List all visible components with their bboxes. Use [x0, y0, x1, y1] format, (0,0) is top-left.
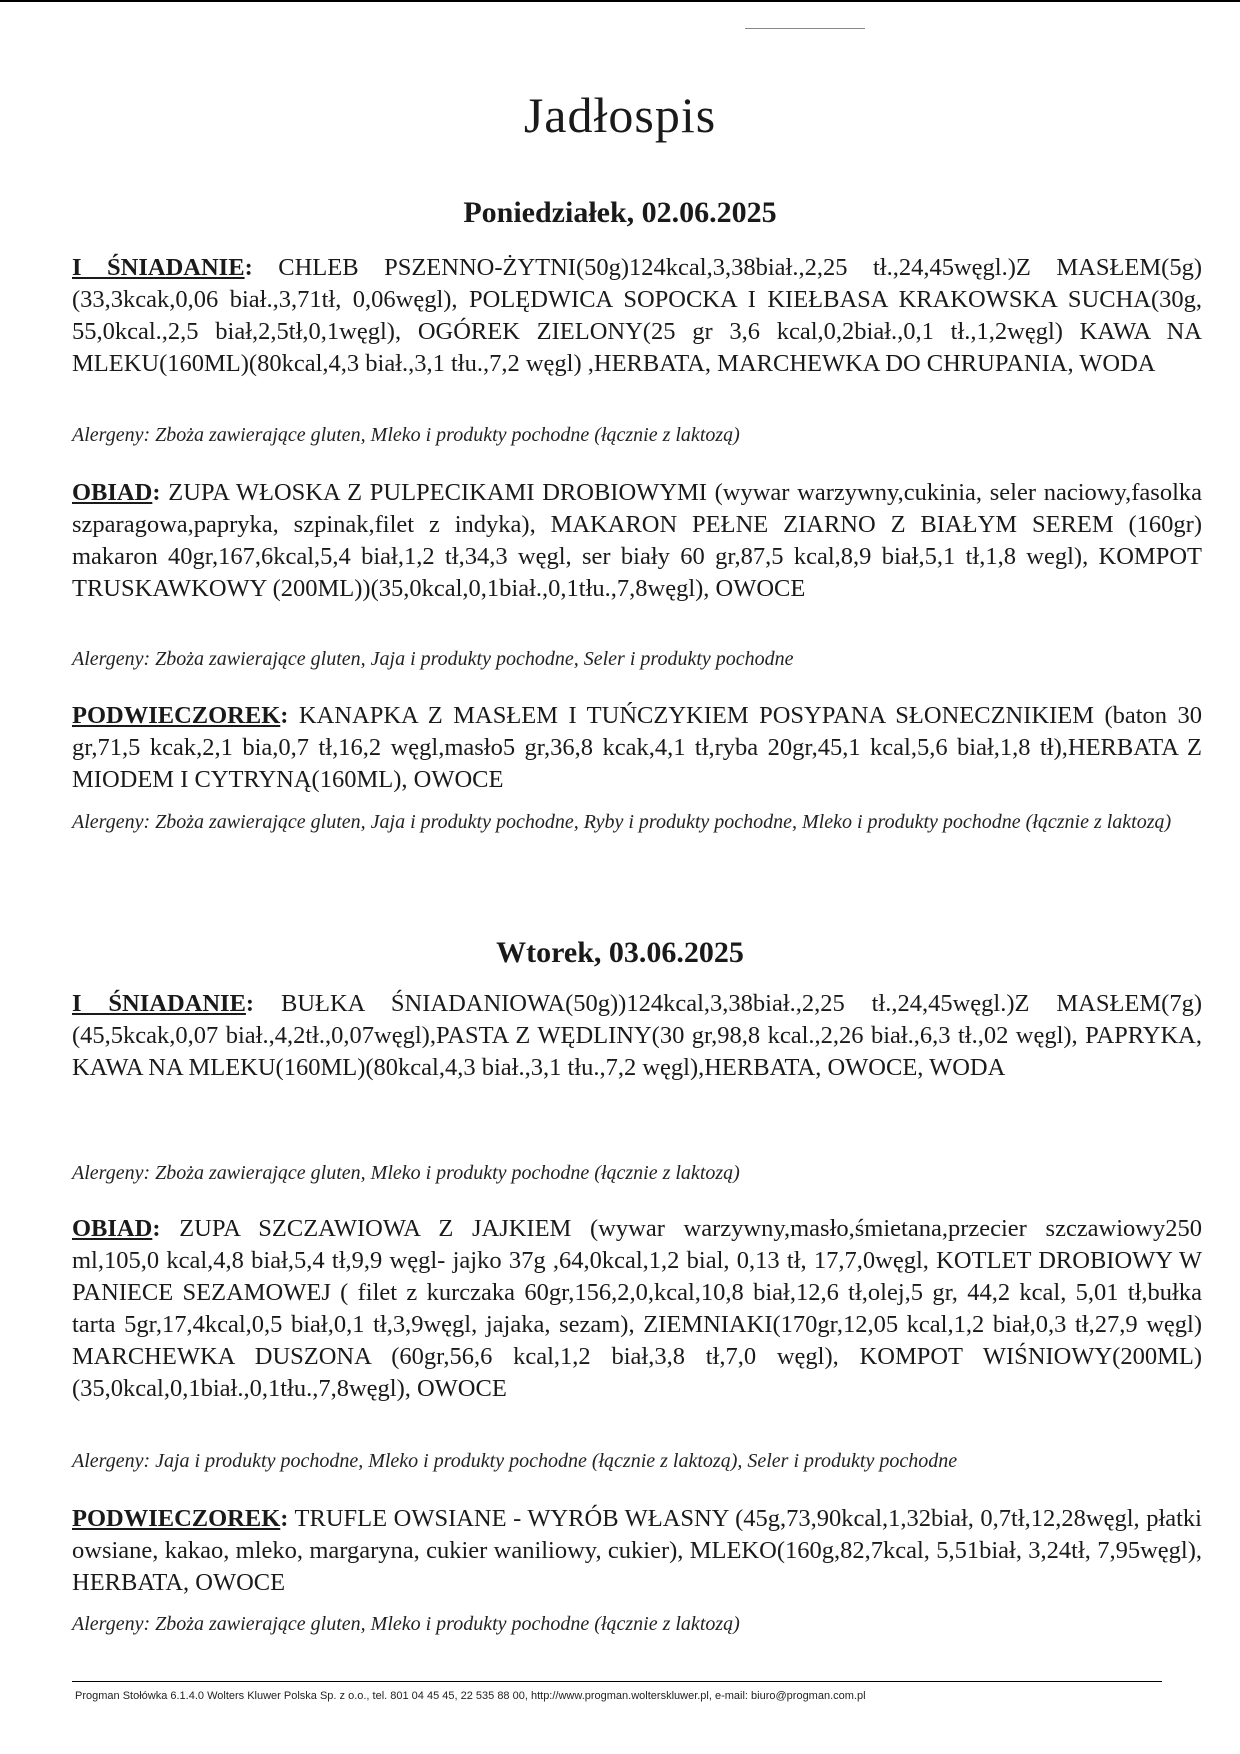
allergens-snack-monday: Alergeny: Zboża zawierające gluten, Jaja i produkty pochodne, Ryby i produkty pochodne, Mleko i produkty pochodne (łącznie z laktozą) — [72, 811, 1172, 833]
meal-text: ZUPA SZCZAWIOWA Z JAJKIEM (wywar warzywny,masło,śmietana,przecier szczawiowy250 ml,105,0 kcal,4,8 biał,5,4 tł,9,9 węgl- jajko 37g ,64,0kcal,1,2 bial, 0,13 tł, 17,7,0węgl, KOTLET DROBIOWY W PANIECE SEZAMOWEJ ( filet z kurczaka 60gr,156,2,0,kcal,10,8 biał,12,6 tł,olej,5 gr, 44,2 kcal, 5,01 tł,bułka tarta 5gr,17,4kcal,0,5 biał,0,1 tł,3,9węgl, jajaka, sezam), ZIEMNIAKI(170gr,12,05 kcal,1,2 biał,0,3 tł,27,9 węgl) MARCHEWKA DUSZONA (60gr,56,6 kcal,1,2 biał,3,8 tł,7,0 węgl), KOMPOT WIŚNIOWY(200ML)(35,0kcal,0,1biał.,0,1tłu.,7,8węgl), OWOCE — [72, 1215, 1203, 1402]
meal-label: I ŚNIADANIE — [72, 254, 245, 281]
footer-text: Progman Stołówka 6.1.4.0 Wolters Kluwer Polska Sp. z o.o., tel. 801 04 45 45, 22 535 88 00, http://www.progman.wolterskluwer.pl, e-mail: biuro@progman.com.pl — [75, 1690, 866, 1702]
meal-text: TRUFLE OWSIANE - WYRÓB WŁASNY (45g,73,90kcal,1,32biał, 0,7tł,12,28węgl, płatki owsiane, kakao, mleko, margaryna, cukier waniliowy, cukier), MLEKO(160g,82,7kcal, 5,51biał, 3,24tł, 7,95węgl), HERBATA, OWOCE — [72, 1505, 1202, 1596]
meal-label: OBIAD — [72, 479, 153, 506]
meal-label: I ŚNIADANIE — [72, 990, 246, 1017]
day-heading-tuesday: Wtorek, 03.06.2025 — [496, 936, 744, 969]
allergens-lunch-tuesday: Alergeny: Jaja i produkty pochodne, Mleko i produkty pochodne (łącznie z laktozą), Seler i produkty pochodne — [72, 1450, 958, 1472]
footer-rule — [72, 1681, 1162, 1682]
meal-snack-tuesday: PODWIECZOREK: TRUFLE OWSIANE - WYRÓB WŁASNY (45g,73,90kcal,1,32biał, 0,7tł,12,28węgl, płatki owsiane, kakao, mleko, margaryna, cukier waniliowy, cukier), MLEKO(160g,82,7kcal, 5,51biał, 3,24tł, 7,95węgl), HERBATA, OWOCE — [72, 1505, 1202, 1596]
meal-label: OBIAD — [72, 1215, 153, 1242]
allergens-lunch-monday: Alergeny: Zboża zawierające gluten, Jaja i produkty pochodne, Seler i produkty pochodne — [72, 648, 794, 670]
meal-breakfast-tuesday: I ŚNIADANIE: BUŁKA ŚNIADANIOWA(50g))124kcal,3,38biał.,2,25 tł.,24,45węgl.)Z MASŁEM(7g)(45,5kcak,0,07 biał.,4,2tł.,0,07węgl),PASTA Z WĘDLINY(30 gr,98,8 kcal.,2,26 biał.,6,3 tł.,02 węgl), PAPRYKA, KAWA NA MLEKU(160ML)(80kcal,4,3 biał.,3,1 tłu.,7,2 węgl),HERBATA, OWOCE, WODA — [72, 990, 1202, 1081]
meal-text: KANAPKA Z MASŁEM I TUŃCZYKIEM POSYPANA SŁONECZNIKIEM (baton 30 gr,71,5 kcak,2,1 bia,0,7 tł,16,2 węgl,masło5 gr,36,8 kcak,4,1 tł,ryba 20gr,45,1 kcal,5,6 biał,1,8 tł),HERBATA Z MIODEM I CYTRYNĄ(160ML), OWOCE — [72, 702, 1202, 793]
meal-text: BUŁKA ŚNIADANIOWA(50g))124kcal,3,38biał.,2,25 tł.,24,45węgl.)Z MASŁEM(7g)(45,5kcak,0,07 biał.,4,2tł.,0,07węgl),PASTA Z WĘDLINY(30 gr,98,8 kcal.,2,26 biał.,6,3 tł.,02 węgl), PAPRYKA, KAWA NA MLEKU(160ML)(80kcal,4,3 biał.,3,1 tłu.,7,2 węgl),HERBATA, OWOCE, WODA — [72, 990, 1202, 1081]
meal-lunch-monday: OBIAD: ZUPA WŁOSKA Z PULPECIKAMI DROBIOWYMI (wywar warzywny,cukinia, seler naciowy,fasolka szparagowa,papryka, szpinak,filet z indyka), MAKARON PEŁNE ZIARNO Z BIAŁYM SEREM (160gr) makaron 40gr,167,6kcal,5,4 biał,1,2 tł,34,3 węgl, ser biały 60 gr,87,5 kcal,8,9 biał,5,1 tł,1,8 wegl), KOMPOT TRUSKAWKOWY (200ML))(35,0kcal,0,1biał.,0,1tłu.,7,8węgl), OWOCE — [72, 479, 1202, 602]
meal-label: PODWIECZOREK — [72, 1505, 281, 1532]
allergens-breakfast-monday: Alergeny: Zboża zawierające gluten, Mleko i produkty pochodne (łącznie z laktozą) — [72, 424, 740, 446]
meal-text: CHLEB PSZENNO-ŻYTNI(50g)124kcal,3,38biał.,2,25 tł.,24,45węgl.)Z MASŁEM(5g)(33,3kcak,0,06 biał.,3,71tł, 0,06węgl), POLĘDWICA SOPOCKA I KIEŁBASA KRAKOWSKA SUCHA(30g, 55,0kcal.,2,5 biał,2,5tł,0,1węgl), OGÓREK ZIELONY(25 gr 3,6 kcal,0,2biał.,0,1 tł.,1,2węgl) KAWA NA MLEKU(160ML)(80kcal,4,3 biał.,3,1 tłu.,7,2 węgl) ,HERBATA, MARCHEWKA DO CHRUPANIA, WODA — [72, 254, 1202, 377]
meal-label: PODWIECZOREK — [72, 702, 281, 729]
top-border — [0, 0, 1240, 2]
page-title: Jadłospis — [523, 87, 717, 143]
meal-lunch-tuesday: OBIAD: ZUPA SZCZAWIOWA Z JAJKIEM (wywar warzywny,masło,śmietana,przecier szczawiowy250 ml,105,0 kcal,4,8 biał,5,4 tł,9,9 węgl- jajko 37g ,64,0kcal,1,2 bial, 0,13 tł, 17,7,0węgl, KOTLET DROBIOWY W PANIECE SEZAMOWEJ ( filet z kurczaka 60gr,156,2,0,kcal,10,8 biał,12,6 tł,olej,5 gr, 44,2 kcal, 5,01 tł,bułka tarta 5gr,17,4kcal,0,5 biał,0,1 tł,3,9węgl, jajaka, sezam), ZIEMNIAKI(170gr,12,05 kcal,1,2 biał,0,3 tł,27,9 węgl) MARCHEWKA DUSZONA (60gr,56,6 kcal,1,2 biał,3,8 tł,7,0 węgl), KOMPOT WIŚNIOWY(200ML)(35,0kcal,0,1biał.,0,1tłu.,7,8węgl), OWOCE — [72, 1215, 1203, 1402]
meal-breakfast-monday: I ŚNIADANIE: CHLEB PSZENNO-ŻYTNI(50g)124kcal,3,38biał.,2,25 tł.,24,45węgl.)Z MASŁEM(5g)(33,3kcak,0,06 biał.,3,71tł, 0,06węgl), POLĘDWICA SOPOCKA I KIEŁBASA KRAKOWSKA SUCHA(30g, 55,0kcal.,2,5 biał,2,5tł,0,1węgl), OGÓREK ZIELONY(25 gr 3,6 kcal,0,2biał.,0,1 tł.,1,2węgl) KAWA NA MLEKU(160ML)(80kcal,4,3 biał.,3,1 tłu.,7,2 węgl) ,HERBATA, MARCHEWKA DO CHRUPANIA, WODA — [72, 254, 1202, 377]
allergens-snack-tuesday: Alergeny: Zboża zawierające gluten, Mleko i produkty pochodne (łącznie z laktozą) — [72, 1613, 740, 1635]
allergens-breakfast-tuesday: Alergeny: Zboża zawierające gluten, Mleko i produkty pochodne (łącznie z laktozą) — [72, 1162, 740, 1184]
meal-text: ZUPA WŁOSKA Z PULPECIKAMI DROBIOWYMI (wywar warzywny,cukinia, seler naciowy,fasolka szparagowa,papryka, szpinak,filet z indyka), MAKARON PEŁNE ZIARNO Z BIAŁYM SEREM (160gr) makaron 40gr,167,6kcal,5,4 biał,1,2 tł,34,3 węgl, ser biały 60 gr,87,5 kcal,8,9 biał,5,1 tł,1,8 wegl), KOMPOT TRUSKAWKOWY (200ML))(35,0kcal,0,1biał.,0,1tłu.,7,8węgl), OWOCE — [72, 479, 1202, 602]
meal-snack-monday: PODWIECZOREK: KANAPKA Z MASŁEM I TUŃCZYKIEM POSYPANA SŁONECZNIKIEM (baton 30 gr,71,5 kcak,2,1 bia,0,7 tł,16,2 węgl,masło5 gr,36,8 kcak,4,1 tł,ryba 20gr,45,1 kcal,5,6 biał,1,8 tł),HERBATA Z MIODEM I CYTRYNĄ(160ML), OWOCE — [72, 702, 1202, 793]
top-faint-line — [745, 28, 865, 29]
day-heading-monday: Poniedziałek, 02.06.2025 — [463, 196, 777, 229]
